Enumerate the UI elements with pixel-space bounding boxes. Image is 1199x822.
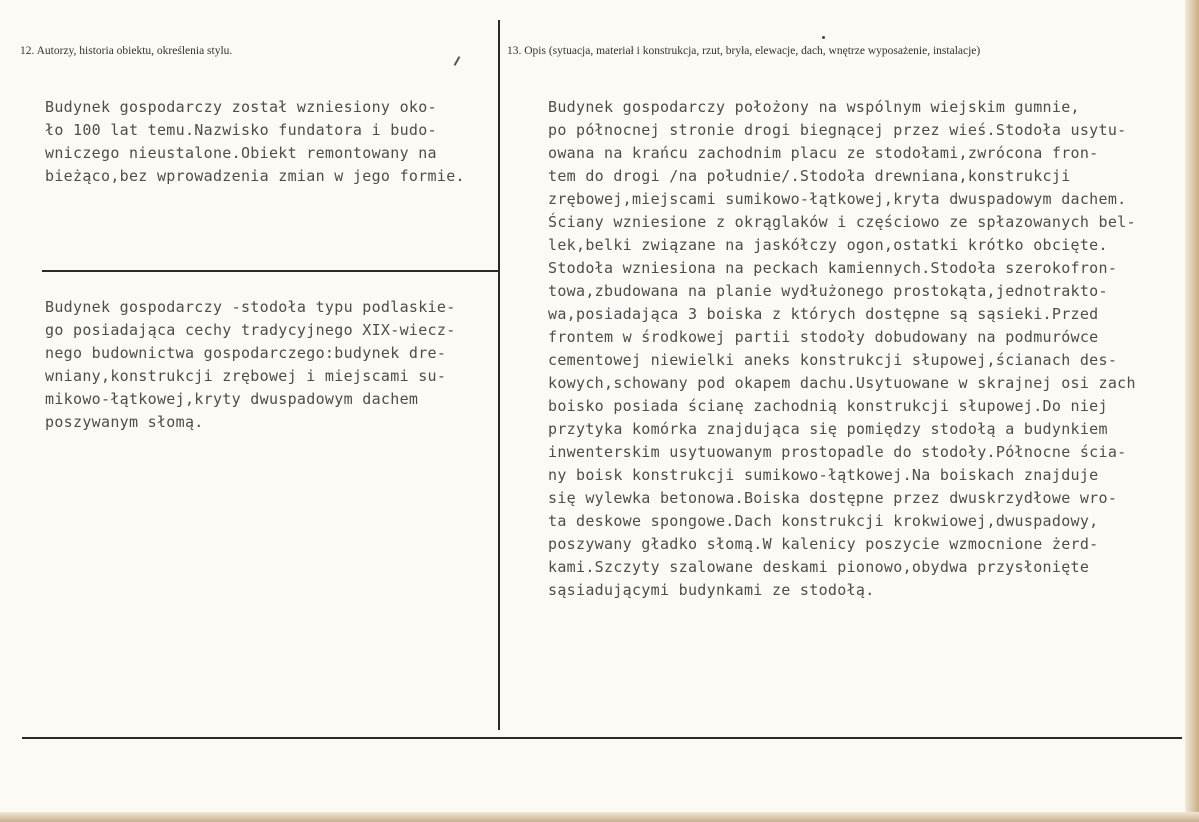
left-section-divider — [42, 270, 498, 272]
bottom-divider — [22, 737, 1182, 739]
style-text: Budynek gospodarczy -stodoła typu podlaskie- go posiadająca cechy tradycyjnego XIX-wiecz- nego budownictwa gospodarczego:budynek dre- wniany,konstrukcji zrębowej i miejscami su- mikowo-łątkowej,kryty dwuspadowym dachem poszywanym słomą. — [45, 298, 456, 431]
history-text: Budynek gospodarczy został wzniesiony oko- ło 100 lat temu.Nazwisko fundatora i budo- wniczego nieustalone.Obiekt remontowany na bieżąco,bez wprowadzenia zmian w jego formie. — [45, 98, 465, 185]
paper-edge-right — [1185, 0, 1199, 822]
section-12-header: 12. Autorzy, historia obiektu, określenia stylu. — [20, 45, 233, 57]
pen-mark — [454, 56, 461, 66]
section-13-header: 13. Opis (sytuacja, materiał i konstrukcja, rzut, bryła, elewacje, dach, wnętrze wyposażenie, instalacje) — [507, 45, 981, 57]
description-text: Budynek gospodarczy położony na wspólnym wiejskim gumnie, po północnej stronie drogi biegnącej przez wieś.Stodoła usytu- owana na krańcu zachodnim placu ze stodołami,zwrócona fron- tem do drogi /na południe/.Stodoła drewniana,konstrukcji zrębowej,miejscami sumikowo-łątkowej,kryta dwuspadowym dachem. Ściany wzniesione z okrąglaków i częściowo ze spłazowanych bel- lek,belki związane na jaskółczy ogon,ostatki krótko obcięte. Stodoła wzniesiona na peckach kamiennych.Stodoła szerokofron- towa,zbudowana na planie wydłużonego prostokąta,jednotrakto- wa,posiadająca 3 boiska z których dostępne są sąsieki.Przed frontem w środkowej partii stodoły dobudowany na podmurówce cementowej niewielki aneks konstrukcji słupowej,ścianach des- kowych,schowany pod okapem dachu.Usytuowane w skrajnej osi zach boisko posiada ścianę zachodnią konstrukcji słupowej.Do niej przytyka komórka znajdująca się pomiędzy stodołą a budynkiem inwenterskim usytuowanym prostopadle do stodoły.Północne ścia- ny boisk konstrukcji sumikowo-łątkowej.Na boiskach znajduje się wylewka betonowa.Boiska dostępne przez dwuskrzydłowe wro- ta deskowe spongowe.Dach konstrukcji krokwiowej,dwuspadowy, poszywany gładko słomą.W kalenicy poszycie wzmocnione żerd- kami.Szczyty szalowane deskami pionowo,obydwa przysłonięte sąsiadującymi budynkami ze stodołą. — [548, 98, 1136, 599]
column-divider — [498, 20, 500, 730]
ink-dot — [822, 36, 825, 39]
paper-edge-bottom — [0, 812, 1199, 822]
